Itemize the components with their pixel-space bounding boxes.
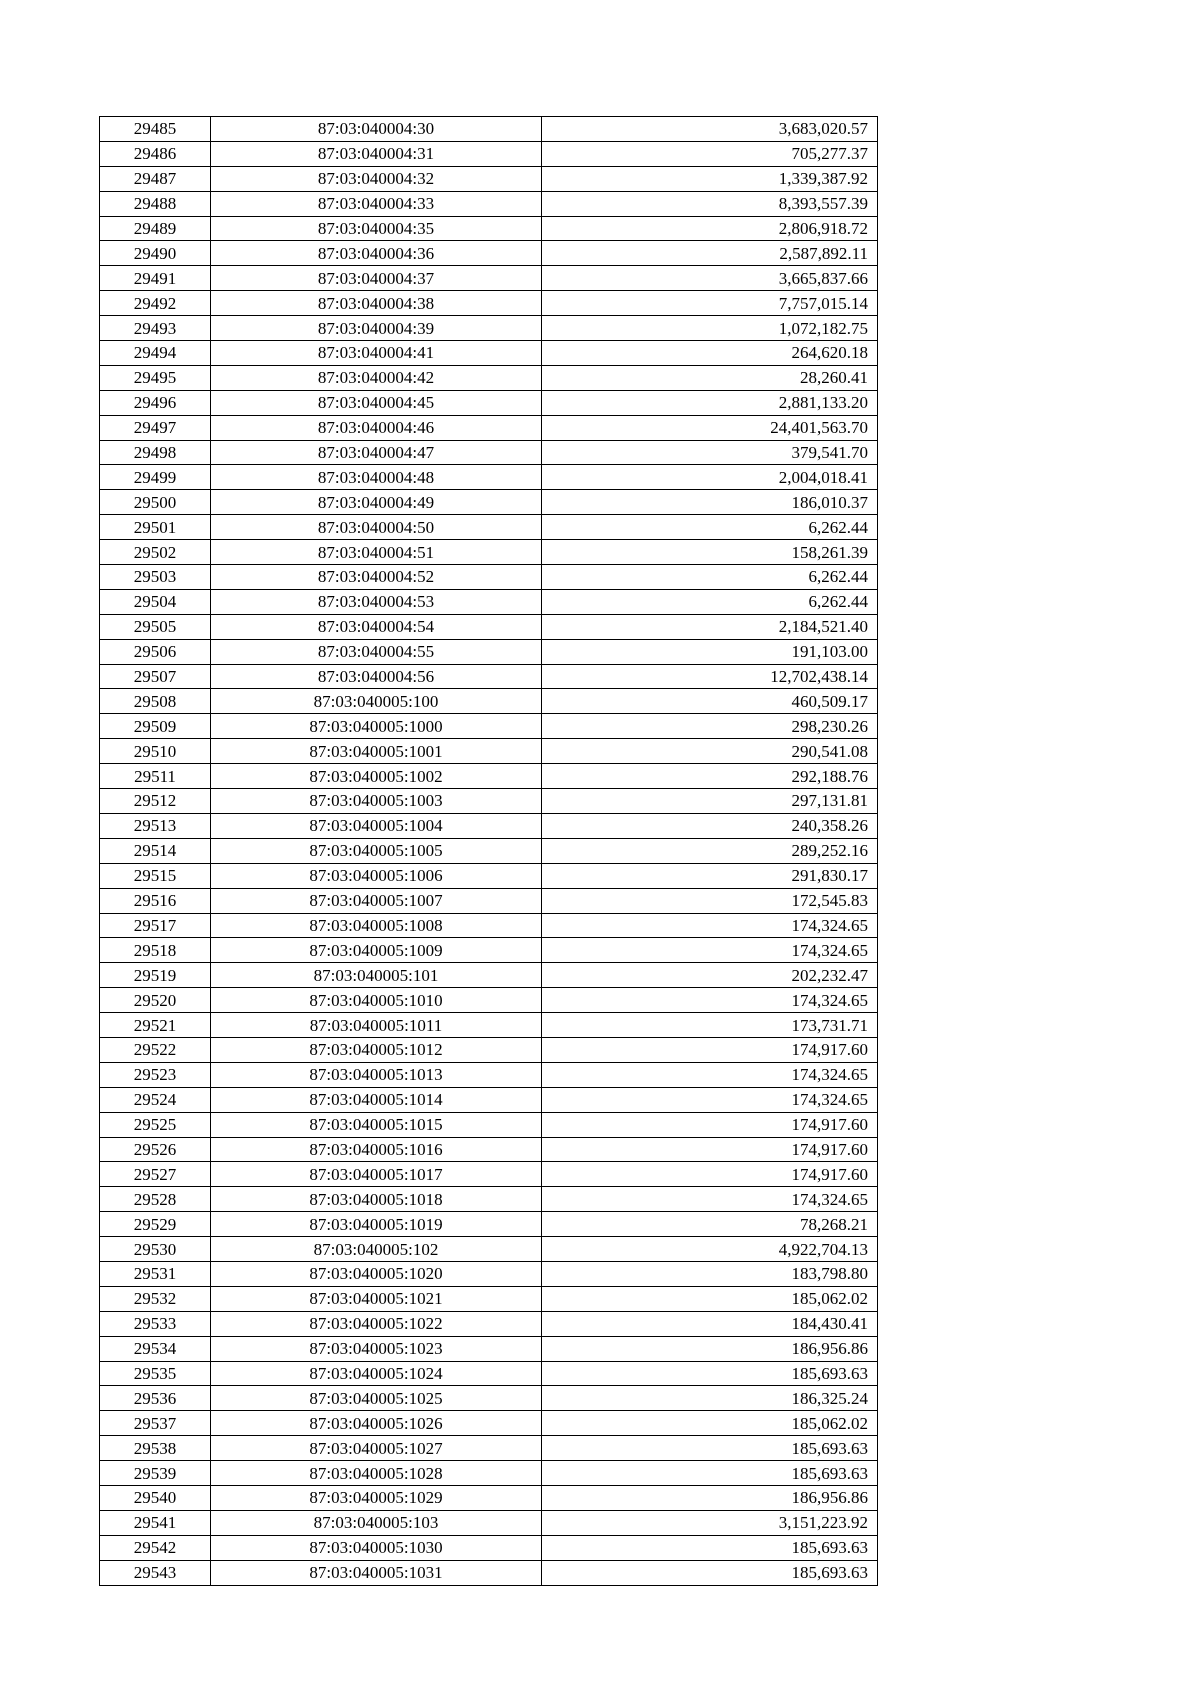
value-cell: 185,693.63 bbox=[542, 1535, 878, 1560]
value-cell: 12,702,438.14 bbox=[542, 664, 878, 689]
table-row bbox=[100, 1286, 878, 1311]
cadastral-number-cell: 87:03:040004:46 bbox=[211, 415, 542, 440]
cadastral-number-cell: 87:03:040005:1024 bbox=[211, 1361, 542, 1386]
cadastral-number-cell: 87:03:040004:49 bbox=[211, 490, 542, 515]
cadastral-number-cell: 87:03:040005:1012 bbox=[211, 1037, 542, 1062]
cadastral-number-cell: 87:03:040005:1005 bbox=[211, 838, 542, 863]
data-table bbox=[99, 116, 878, 1586]
row-number-cell: 29531 bbox=[100, 1261, 211, 1286]
value-cell: 185,693.63 bbox=[542, 1560, 878, 1585]
table-row bbox=[100, 565, 878, 590]
row-number-cell: 29540 bbox=[100, 1485, 211, 1510]
cadastral-number-cell: 87:03:040004:47 bbox=[211, 440, 542, 465]
cadastral-number-cell: 87:03:040005:1027 bbox=[211, 1436, 542, 1461]
value-cell: 24,401,563.70 bbox=[542, 415, 878, 440]
cadastral-number-cell: 87:03:040004:33 bbox=[211, 191, 542, 216]
table-row bbox=[100, 341, 878, 366]
row-number-cell: 29506 bbox=[100, 639, 211, 664]
row-number-cell: 29539 bbox=[100, 1461, 211, 1486]
table-row bbox=[100, 1087, 878, 1112]
table-row bbox=[100, 515, 878, 540]
row-number-cell: 29543 bbox=[100, 1560, 211, 1585]
value-cell: 185,062.02 bbox=[542, 1411, 878, 1436]
cadastral-number-cell: 87:03:040004:52 bbox=[211, 565, 542, 590]
value-cell: 174,324.65 bbox=[542, 938, 878, 963]
value-cell: 2,184,521.40 bbox=[542, 614, 878, 639]
row-number-cell: 29542 bbox=[100, 1535, 211, 1560]
table-row bbox=[100, 440, 878, 465]
table-row bbox=[100, 1560, 878, 1585]
row-number-cell: 29495 bbox=[100, 365, 211, 390]
cadastral-number-cell: 87:03:040004:55 bbox=[211, 639, 542, 664]
table-row bbox=[100, 241, 878, 266]
table-row bbox=[100, 988, 878, 1013]
cadastral-number-cell: 87:03:040005:101 bbox=[211, 963, 542, 988]
value-cell: 191,103.00 bbox=[542, 639, 878, 664]
table-row bbox=[100, 1013, 878, 1038]
row-number-cell: 29517 bbox=[100, 913, 211, 938]
cadastral-number-cell: 87:03:040005:1021 bbox=[211, 1286, 542, 1311]
cadastral-number-cell: 87:03:040005:1008 bbox=[211, 913, 542, 938]
row-number-cell: 29511 bbox=[100, 764, 211, 789]
cadastral-number-cell: 87:03:040005:1031 bbox=[211, 1560, 542, 1585]
cadastral-number-cell: 87:03:040004:36 bbox=[211, 241, 542, 266]
cadastral-number-cell: 87:03:040004:51 bbox=[211, 540, 542, 565]
cadastral-number-cell: 87:03:040005:1018 bbox=[211, 1187, 542, 1212]
cadastral-number-cell: 87:03:040005:1016 bbox=[211, 1137, 542, 1162]
row-number-cell: 29519 bbox=[100, 963, 211, 988]
cadastral-number-cell: 87:03:040005:1000 bbox=[211, 714, 542, 739]
value-cell: 183,798.80 bbox=[542, 1261, 878, 1286]
cadastral-number-cell: 87:03:040004:32 bbox=[211, 166, 542, 191]
cadastral-number-cell: 87:03:040005:1022 bbox=[211, 1311, 542, 1336]
table-row bbox=[100, 540, 878, 565]
cadastral-number-cell: 87:03:040005:1023 bbox=[211, 1336, 542, 1361]
value-cell: 6,262.44 bbox=[542, 589, 878, 614]
table-row bbox=[100, 764, 878, 789]
row-number-cell: 29538 bbox=[100, 1436, 211, 1461]
table-body bbox=[100, 117, 878, 1586]
row-number-cell: 29532 bbox=[100, 1286, 211, 1311]
row-number-cell: 29487 bbox=[100, 166, 211, 191]
table-row bbox=[100, 863, 878, 888]
table-row bbox=[100, 838, 878, 863]
cadastral-number-cell: 87:03:040005:1029 bbox=[211, 1485, 542, 1510]
cadastral-number-cell: 87:03:040004:35 bbox=[211, 216, 542, 241]
row-number-cell: 29527 bbox=[100, 1162, 211, 1187]
row-number-cell: 29534 bbox=[100, 1336, 211, 1361]
row-number-cell: 29503 bbox=[100, 565, 211, 590]
table-row bbox=[100, 1535, 878, 1560]
value-cell: 174,324.65 bbox=[542, 988, 878, 1013]
cadastral-number-cell: 87:03:040005:1019 bbox=[211, 1212, 542, 1237]
cadastral-number-cell: 87:03:040004:39 bbox=[211, 316, 542, 341]
value-cell: 379,541.70 bbox=[542, 440, 878, 465]
row-number-cell: 29535 bbox=[100, 1361, 211, 1386]
table-row bbox=[100, 365, 878, 390]
value-cell: 292,188.76 bbox=[542, 764, 878, 789]
table-row bbox=[100, 490, 878, 515]
cadastral-number-cell: 87:03:040005:1030 bbox=[211, 1535, 542, 1560]
value-cell: 185,693.63 bbox=[542, 1461, 878, 1486]
row-number-cell: 29486 bbox=[100, 141, 211, 166]
cadastral-number-cell: 87:03:040004:50 bbox=[211, 515, 542, 540]
row-number-cell: 29514 bbox=[100, 838, 211, 863]
cadastral-number-cell: 87:03:040004:30 bbox=[211, 117, 542, 142]
value-cell: 186,956.86 bbox=[542, 1485, 878, 1510]
table-row bbox=[100, 1411, 878, 1436]
row-number-cell: 29501 bbox=[100, 515, 211, 540]
table-row bbox=[100, 316, 878, 341]
table-row bbox=[100, 390, 878, 415]
row-number-cell: 29526 bbox=[100, 1137, 211, 1162]
value-cell: 158,261.39 bbox=[542, 540, 878, 565]
cadastral-number-cell: 87:03:040005:102 bbox=[211, 1237, 542, 1262]
table-row bbox=[100, 1510, 878, 1535]
table-row bbox=[100, 1311, 878, 1336]
value-cell: 290,541.08 bbox=[542, 739, 878, 764]
value-cell: 240,358.26 bbox=[542, 813, 878, 838]
cadastral-number-cell: 87:03:040005:1001 bbox=[211, 739, 542, 764]
cadastral-number-cell: 87:03:040005:1007 bbox=[211, 888, 542, 913]
table-row bbox=[100, 1062, 878, 1087]
table-row bbox=[100, 1336, 878, 1361]
row-number-cell: 29520 bbox=[100, 988, 211, 1013]
table-row bbox=[100, 191, 878, 216]
cadastral-number-cell: 87:03:040005:1015 bbox=[211, 1112, 542, 1137]
value-cell: 6,262.44 bbox=[542, 565, 878, 590]
row-number-cell: 29505 bbox=[100, 614, 211, 639]
row-number-cell: 29498 bbox=[100, 440, 211, 465]
row-number-cell: 29493 bbox=[100, 316, 211, 341]
row-number-cell: 29523 bbox=[100, 1062, 211, 1087]
value-cell: 174,917.60 bbox=[542, 1162, 878, 1187]
table-row bbox=[100, 216, 878, 241]
table-row bbox=[100, 789, 878, 814]
cadastral-number-cell: 87:03:040005:1020 bbox=[211, 1261, 542, 1286]
row-number-cell: 29494 bbox=[100, 341, 211, 366]
value-cell: 28,260.41 bbox=[542, 365, 878, 390]
row-number-cell: 29521 bbox=[100, 1013, 211, 1038]
row-number-cell: 29512 bbox=[100, 789, 211, 814]
value-cell: 186,010.37 bbox=[542, 490, 878, 515]
value-cell: 186,325.24 bbox=[542, 1386, 878, 1411]
row-number-cell: 29533 bbox=[100, 1311, 211, 1336]
value-cell: 289,252.16 bbox=[542, 838, 878, 863]
value-cell: 174,324.65 bbox=[542, 913, 878, 938]
row-number-cell: 29509 bbox=[100, 714, 211, 739]
value-cell: 1,072,182.75 bbox=[542, 316, 878, 341]
table-row bbox=[100, 614, 878, 639]
value-cell: 460,509.17 bbox=[542, 689, 878, 714]
value-cell: 297,131.81 bbox=[542, 789, 878, 814]
cadastral-number-cell: 87:03:040004:38 bbox=[211, 291, 542, 316]
cadastral-number-cell: 87:03:040005:1010 bbox=[211, 988, 542, 1013]
value-cell: 202,232.47 bbox=[542, 963, 878, 988]
value-cell: 1,339,387.92 bbox=[542, 166, 878, 191]
cadastral-number-cell: 87:03:040004:53 bbox=[211, 589, 542, 614]
table-row bbox=[100, 465, 878, 490]
table-row bbox=[100, 1037, 878, 1062]
value-cell: 172,545.83 bbox=[542, 888, 878, 913]
table-row bbox=[100, 117, 878, 142]
table-row bbox=[100, 1386, 878, 1411]
value-cell: 185,693.63 bbox=[542, 1361, 878, 1386]
table-row bbox=[100, 1112, 878, 1137]
table-row bbox=[100, 1261, 878, 1286]
table-row bbox=[100, 664, 878, 689]
row-number-cell: 29530 bbox=[100, 1237, 211, 1262]
row-number-cell: 29537 bbox=[100, 1411, 211, 1436]
row-number-cell: 29504 bbox=[100, 589, 211, 614]
value-cell: 174,324.65 bbox=[542, 1062, 878, 1087]
table-row bbox=[100, 1162, 878, 1187]
cadastral-number-cell: 87:03:040004:41 bbox=[211, 341, 542, 366]
table-row bbox=[100, 888, 878, 913]
row-number-cell: 29500 bbox=[100, 490, 211, 515]
value-cell: 705,277.37 bbox=[542, 141, 878, 166]
row-number-cell: 29490 bbox=[100, 241, 211, 266]
value-cell: 174,917.60 bbox=[542, 1112, 878, 1137]
cadastral-number-cell: 87:03:040005:1003 bbox=[211, 789, 542, 814]
table-row bbox=[100, 589, 878, 614]
row-number-cell: 29513 bbox=[100, 813, 211, 838]
cadastral-number-cell: 87:03:040005:1006 bbox=[211, 863, 542, 888]
row-number-cell: 29485 bbox=[100, 117, 211, 142]
row-number-cell: 29489 bbox=[100, 216, 211, 241]
cadastral-number-cell: 87:03:040004:45 bbox=[211, 390, 542, 415]
table-row bbox=[100, 1137, 878, 1162]
row-number-cell: 29516 bbox=[100, 888, 211, 913]
cadastral-number-cell: 87:03:040005:1017 bbox=[211, 1162, 542, 1187]
row-number-cell: 29541 bbox=[100, 1510, 211, 1535]
value-cell: 174,324.65 bbox=[542, 1187, 878, 1212]
row-number-cell: 29497 bbox=[100, 415, 211, 440]
cadastral-number-cell: 87:03:040005:103 bbox=[211, 1510, 542, 1535]
cadastral-number-cell: 87:03:040005:1009 bbox=[211, 938, 542, 963]
table-row bbox=[100, 166, 878, 191]
value-cell: 3,683,020.57 bbox=[542, 117, 878, 142]
cadastral-number-cell: 87:03:040004:37 bbox=[211, 266, 542, 291]
value-cell: 78,268.21 bbox=[542, 1212, 878, 1237]
row-number-cell: 29529 bbox=[100, 1212, 211, 1237]
table-row bbox=[100, 1212, 878, 1237]
value-cell: 173,731.71 bbox=[542, 1013, 878, 1038]
value-cell: 184,430.41 bbox=[542, 1311, 878, 1336]
row-number-cell: 29528 bbox=[100, 1187, 211, 1212]
row-number-cell: 29525 bbox=[100, 1112, 211, 1137]
cadastral-number-cell: 87:03:040004:54 bbox=[211, 614, 542, 639]
row-number-cell: 29508 bbox=[100, 689, 211, 714]
value-cell: 6,262.44 bbox=[542, 515, 878, 540]
table-row bbox=[100, 739, 878, 764]
cadastral-number-cell: 87:03:040005:1026 bbox=[211, 1411, 542, 1436]
table-row bbox=[100, 714, 878, 739]
row-number-cell: 29536 bbox=[100, 1386, 211, 1411]
cadastral-number-cell: 87:03:040005:1028 bbox=[211, 1461, 542, 1486]
cadastral-number-cell: 87:03:040005:1002 bbox=[211, 764, 542, 789]
row-number-cell: 29496 bbox=[100, 390, 211, 415]
cadastral-number-cell: 87:03:040005:1025 bbox=[211, 1386, 542, 1411]
cadastral-number-cell: 87:03:040004:48 bbox=[211, 465, 542, 490]
cadastral-number-cell: 87:03:040005:1014 bbox=[211, 1087, 542, 1112]
value-cell: 2,587,892.11 bbox=[542, 241, 878, 266]
value-cell: 3,665,837.66 bbox=[542, 266, 878, 291]
cadastral-number-cell: 87:03:040004:31 bbox=[211, 141, 542, 166]
table-row bbox=[100, 963, 878, 988]
table-row bbox=[100, 1461, 878, 1486]
value-cell: 7,757,015.14 bbox=[542, 291, 878, 316]
row-number-cell: 29488 bbox=[100, 191, 211, 216]
value-cell: 3,151,223.92 bbox=[542, 1510, 878, 1535]
row-number-cell: 29507 bbox=[100, 664, 211, 689]
value-cell: 2,806,918.72 bbox=[542, 216, 878, 241]
cadastral-number-cell: 87:03:040005:1011 bbox=[211, 1013, 542, 1038]
cadastral-number-cell: 87:03:040005:100 bbox=[211, 689, 542, 714]
table-row bbox=[100, 291, 878, 316]
value-cell: 264,620.18 bbox=[542, 341, 878, 366]
value-cell: 174,324.65 bbox=[542, 1087, 878, 1112]
table-row bbox=[100, 266, 878, 291]
row-number-cell: 29491 bbox=[100, 266, 211, 291]
table-row bbox=[100, 1361, 878, 1386]
row-number-cell: 29524 bbox=[100, 1087, 211, 1112]
value-cell: 4,922,704.13 bbox=[542, 1237, 878, 1262]
value-cell: 8,393,557.39 bbox=[542, 191, 878, 216]
table-row bbox=[100, 141, 878, 166]
cadastral-number-cell: 87:03:040004:42 bbox=[211, 365, 542, 390]
table-row bbox=[100, 415, 878, 440]
row-number-cell: 29518 bbox=[100, 938, 211, 963]
cadastral-number-cell: 87:03:040004:56 bbox=[211, 664, 542, 689]
table-row bbox=[100, 639, 878, 664]
value-cell: 2,881,133.20 bbox=[542, 390, 878, 415]
value-cell: 298,230.26 bbox=[542, 714, 878, 739]
row-number-cell: 29515 bbox=[100, 863, 211, 888]
value-cell: 2,004,018.41 bbox=[542, 465, 878, 490]
table-row bbox=[100, 689, 878, 714]
row-number-cell: 29499 bbox=[100, 465, 211, 490]
value-cell: 291,830.17 bbox=[542, 863, 878, 888]
value-cell: 185,693.63 bbox=[542, 1436, 878, 1461]
value-cell: 185,062.02 bbox=[542, 1286, 878, 1311]
table-row bbox=[100, 1187, 878, 1212]
cadastral-number-cell: 87:03:040005:1013 bbox=[211, 1062, 542, 1087]
table-row bbox=[100, 813, 878, 838]
table-row bbox=[100, 938, 878, 963]
value-cell: 186,956.86 bbox=[542, 1336, 878, 1361]
row-number-cell: 29510 bbox=[100, 739, 211, 764]
table-row bbox=[100, 1485, 878, 1510]
row-number-cell: 29492 bbox=[100, 291, 211, 316]
row-number-cell: 29502 bbox=[100, 540, 211, 565]
table-row bbox=[100, 1436, 878, 1461]
row-number-cell: 29522 bbox=[100, 1037, 211, 1062]
value-cell: 174,917.60 bbox=[542, 1037, 878, 1062]
table-row bbox=[100, 913, 878, 938]
cadastral-number-cell: 87:03:040005:1004 bbox=[211, 813, 542, 838]
value-cell: 174,917.60 bbox=[542, 1137, 878, 1162]
table-row bbox=[100, 1237, 878, 1262]
